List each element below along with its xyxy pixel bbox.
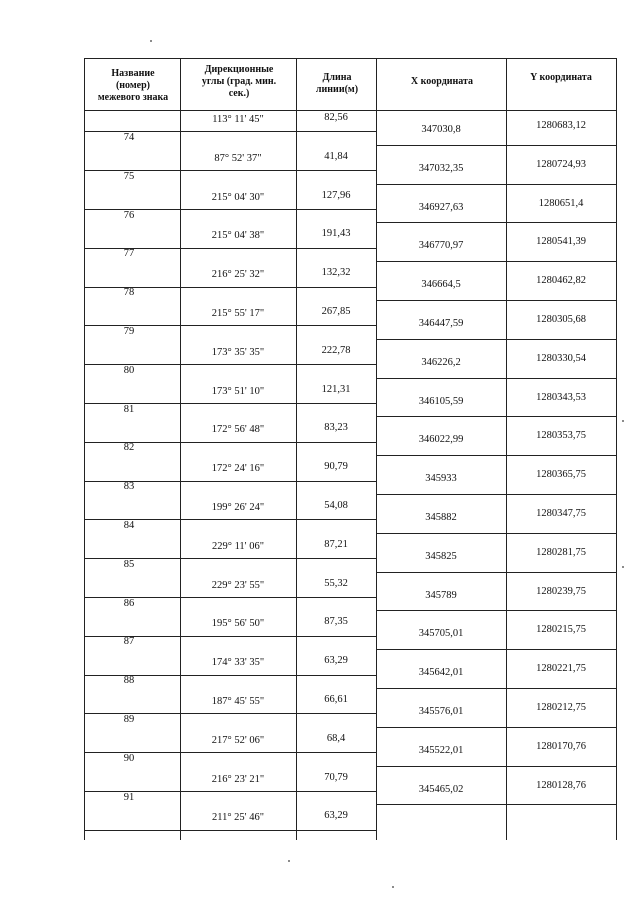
- header-name-column: [86, 68, 180, 104]
- segment-angle: 217° 52' 06": [211, 735, 265, 746]
- header-x-column: X координата: [410, 76, 474, 87]
- point-x-coordinate: 345576,01: [418, 706, 464, 717]
- segment-length: 87,35: [324, 616, 348, 627]
- segment-length: 82,56: [324, 112, 348, 123]
- segment-angle: 195° 56' 50": [211, 618, 265, 629]
- segment-angle: 215° 04' 30": [211, 192, 265, 203]
- column-divider: [506, 58, 507, 840]
- segment-length: 55,32: [324, 578, 348, 589]
- header-length-line: линии(м): [315, 84, 359, 95]
- point-x-coordinate: 347032,35: [418, 163, 464, 174]
- point-name: 84: [123, 520, 135, 531]
- row-divider: [376, 378, 616, 379]
- row-divider: [376, 804, 616, 805]
- header-length-line: Длина: [322, 72, 352, 83]
- segment-angle: 216° 25' 32": [211, 269, 265, 280]
- header-angle-column: [182, 64, 296, 100]
- point-y-coordinate: 1280347,75: [536, 508, 586, 519]
- header-bottom-border: [84, 110, 616, 111]
- segment-length: 87,21: [324, 539, 348, 550]
- segment-length: 68,4: [326, 733, 346, 744]
- point-y-coordinate: 1280221,75: [536, 663, 586, 674]
- point-x-coordinate: 345642,01: [418, 667, 464, 678]
- row-divider: [376, 300, 616, 301]
- row-divider: [376, 766, 616, 767]
- segment-angle: 172° 24' 16": [211, 463, 265, 474]
- row-divider: [376, 688, 616, 689]
- point-name: 91: [123, 792, 135, 803]
- segment-length: 121,31: [321, 384, 351, 395]
- point-name: 89: [123, 714, 135, 725]
- point-x-coordinate: 345882: [425, 512, 457, 523]
- header-name-line: (номер): [115, 80, 151, 91]
- segment-angle: 87° 52' 37": [214, 153, 262, 164]
- scan-speck: [288, 860, 290, 862]
- row-divider: [376, 455, 616, 456]
- point-x-coordinate: 347030,8: [421, 124, 461, 135]
- header-angle-line: сек.): [228, 88, 250, 99]
- header-name-line: межевого знака: [97, 92, 169, 103]
- segment-length: 54,08: [324, 500, 348, 511]
- row-divider: [376, 727, 616, 728]
- point-x-coordinate: 346664,5: [421, 279, 461, 290]
- segment-angle: 211° 25' 46": [212, 812, 264, 823]
- point-x-coordinate: 345933: [425, 473, 457, 484]
- row-divider: [376, 649, 616, 650]
- segment-angle: 172° 56' 48": [211, 424, 265, 435]
- point-y-coordinate: 1280724,93: [536, 159, 586, 170]
- segment-angle: 187° 45' 55": [211, 696, 265, 707]
- column-divider: [84, 58, 85, 840]
- segment-length: 267,85: [321, 306, 351, 317]
- point-name: 78: [123, 287, 135, 298]
- point-y-coordinate: 1280215,75: [536, 624, 586, 635]
- segment-angle: 174° 33' 35": [211, 657, 265, 668]
- segment-angle: 113° 11' 45": [212, 114, 264, 125]
- row-divider: [376, 416, 616, 417]
- segment-angle: 216° 23' 21": [211, 774, 265, 785]
- point-x-coordinate: 345522,01: [418, 745, 464, 756]
- point-x-coordinate: 345465,02: [418, 784, 464, 795]
- row-divider: [376, 145, 616, 146]
- point-name: 87: [123, 636, 135, 647]
- point-name: 88: [123, 675, 135, 686]
- scan-speck: [622, 420, 624, 422]
- point-name: 75: [123, 171, 135, 182]
- scan-speck: [392, 886, 394, 888]
- point-x-coordinate: 345705,01: [418, 628, 464, 639]
- point-name: 74: [123, 132, 135, 143]
- point-y-coordinate: 1280343,53: [536, 392, 586, 403]
- row-divider: [376, 494, 616, 495]
- point-x-coordinate: 346927,63: [418, 202, 464, 213]
- point-x-coordinate: 346226,2: [421, 357, 461, 368]
- header-length-column: [298, 72, 376, 96]
- point-y-coordinate: 1280651,4: [538, 198, 584, 209]
- point-y-coordinate: 1280239,75: [536, 586, 586, 597]
- header-angle-line: углы (град. мин.: [201, 76, 277, 87]
- row-divider: [376, 261, 616, 262]
- header-angle-line: Дирекционные: [204, 64, 274, 75]
- point-y-coordinate: 1280353,75: [536, 430, 586, 441]
- point-name: 77: [123, 248, 135, 259]
- point-name: 90: [123, 753, 135, 764]
- segment-length: 132,32: [321, 267, 351, 278]
- point-y-coordinate: 1280462,82: [536, 275, 586, 286]
- segment-length: 70,79: [324, 772, 348, 783]
- segment-length: 63,29: [324, 810, 348, 821]
- segment-angle: 229° 11' 06": [212, 541, 264, 552]
- segment-length: 90,79: [324, 461, 348, 472]
- segment-length: 83,23: [324, 422, 348, 433]
- point-y-coordinate: 1280305,68: [536, 314, 586, 325]
- point-x-coordinate: 345789: [425, 590, 457, 601]
- point-y-coordinate: 1280365,75: [536, 469, 586, 480]
- row-divider: [376, 533, 616, 534]
- point-x-coordinate: 346022,99: [418, 434, 464, 445]
- point-name: 82: [123, 442, 135, 453]
- column-divider: [616, 58, 617, 840]
- row-divider: [376, 339, 616, 340]
- point-name: 80: [123, 365, 135, 376]
- row-divider: [376, 222, 616, 223]
- segment-angle: 215° 55' 17": [211, 308, 265, 319]
- scan-speck: [150, 40, 152, 42]
- column-divider: [180, 58, 181, 840]
- point-name: 79: [123, 326, 135, 337]
- point-y-coordinate: 1280128,76: [536, 780, 586, 791]
- table-top-border: [84, 58, 616, 59]
- point-name: 76: [123, 210, 135, 221]
- segment-length: 191,43: [321, 228, 351, 239]
- row-divider: [376, 610, 616, 611]
- segment-length: 222,78: [321, 345, 351, 356]
- header-name-line: Название: [111, 68, 155, 79]
- point-x-coordinate: 346447,59: [418, 318, 464, 329]
- point-x-coordinate: 346770,97: [418, 240, 464, 251]
- segment-angle: 199° 26' 24": [211, 502, 265, 513]
- point-name: 85: [123, 559, 135, 570]
- row-divider: [376, 572, 616, 573]
- segment-length: 127,96: [321, 190, 351, 201]
- column-divider: [296, 58, 297, 840]
- segment-length: 63,29: [324, 655, 348, 666]
- column-divider: [376, 58, 377, 840]
- segment-length: 41,84: [324, 151, 348, 162]
- point-name: 81: [123, 404, 135, 415]
- point-y-coordinate: 1280683,12: [536, 120, 586, 131]
- point-x-coordinate: 346105,59: [418, 396, 464, 407]
- segment-angle: 173° 51' 10": [211, 386, 265, 397]
- point-name: 86: [123, 598, 135, 609]
- point-x-coordinate: 345825: [425, 551, 457, 562]
- header-y-column: Y координата: [530, 72, 592, 83]
- point-y-coordinate: 1280212,75: [536, 702, 586, 713]
- point-y-coordinate: 1280281,75: [536, 547, 586, 558]
- segment-angle: 173° 35' 35": [211, 347, 265, 358]
- point-y-coordinate: 1280541,39: [536, 236, 586, 247]
- scan-speck: [622, 566, 624, 568]
- row-divider: [84, 830, 376, 831]
- point-name: 83: [123, 481, 135, 492]
- segment-angle: 215° 04' 38": [211, 230, 265, 241]
- point-y-coordinate: 1280170,76: [536, 741, 586, 752]
- segment-angle: 229° 23' 55": [211, 580, 265, 591]
- row-divider: [376, 184, 616, 185]
- point-y-coordinate: 1280330,54: [536, 353, 586, 364]
- segment-length: 66,61: [324, 694, 348, 705]
